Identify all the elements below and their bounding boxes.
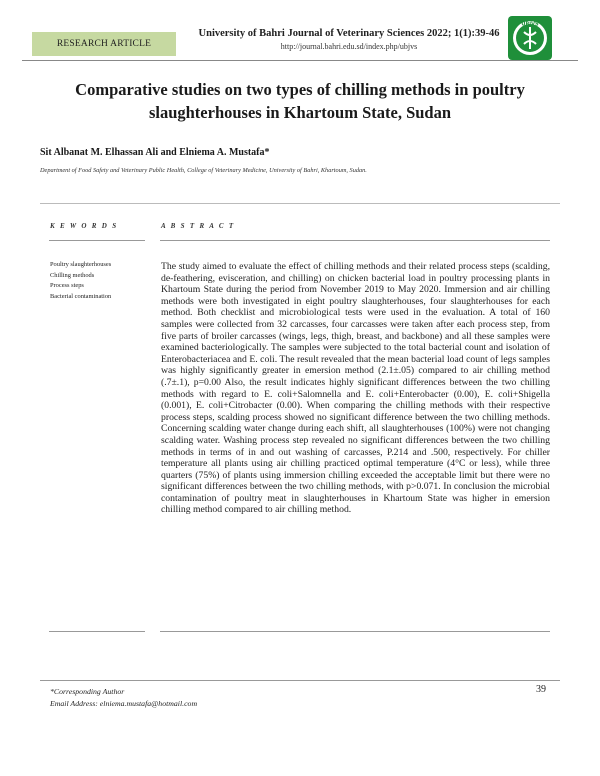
- keyword-item: Poultry slaughterhouses: [50, 261, 112, 268]
- paper-title: Comparative studies on two types of chilling methods in poultry slaughterhouses in Khartoum State, Sudan: [75, 80, 525, 122]
- journal-info: [164, 28, 534, 51]
- keyword-item: Process steps: [50, 282, 84, 290]
- abstract-divider: [160, 240, 550, 241]
- page-header: [22, 14, 578, 64]
- journal-url[interactable]: http://journal.bahri.edu.sd/index.php/ubjvs: [280, 42, 418, 51]
- page-number: 39: [536, 684, 546, 695]
- section-divider: [40, 203, 560, 204]
- journal-title: University of Bahri Journal of Veterinary Sciences 2022; 1(1):39-46: [198, 28, 500, 39]
- keywords-bottom-divider: [49, 631, 145, 632]
- footnote: [50, 686, 197, 710]
- abstract-bottom-divider: [160, 631, 550, 632]
- article-type-badge: RESEARCH ARTICLE: [32, 32, 176, 56]
- corresponding-author: *Corresponding Author: [50, 687, 125, 696]
- abstract-heading: A B S T R A C T: [161, 222, 236, 230]
- keyword-item: Bacterial contamination: [50, 292, 112, 300]
- header-divider: [22, 60, 578, 61]
- keywords-divider: [49, 240, 145, 241]
- keyword-item: Chilling methods: [50, 271, 95, 279]
- keywords-heading: K E W O R D S: [50, 222, 118, 230]
- logo-text: UBJVS: [521, 21, 539, 28]
- authors: Sit Albanat M. Elhassan Ali and Elniema A. Mustafa*: [40, 147, 270, 158]
- journal-logo-icon: [508, 16, 552, 60]
- abstract-body: [161, 261, 550, 516]
- footnote-divider: [40, 680, 560, 681]
- keywords-list: [50, 260, 111, 302]
- email-address: Email Address: elniema.mustafa@hotmail.com: [50, 699, 198, 708]
- abstract-text: The study aimed to evaluate the effect of chilling methods and their related process steps (scalding, de-feathering, evisceration, and chilling) on chicken bacterial load in poultry processing plants in Khartoum State during the period from November 2019 to May 2020. Immersion and air chilling methods were both investigated in eight poultry slaughterhouses, four slaughterhouses for each method. Both checklist and microbiological tests were used in the evaluation. A total of 160 samples were collected from 32 carcasses, four carcasses were taken after each process step, from five parts of broiler carcasses (wings, legs, thigh, breast, and backbone) and all these samples were examined bacteriologically. The samples were subjected to the total bacterial count and isolation of Enterobacteriacea and E. coli. The result revealed that the mean bacterial load count of legs samples was highly significantly greater in emersion method (2.1±.05) compared to air chilling method (.7±.1), p=0.00 Also, the result indicates highly significant differences between the two chilling methods with regard to E. coli+Salomnella and E. coli+Enterobacter (0.00), E. coli+Shigella (0.001), E. coli+Citrobacter (0.00). When comparing the chilling methods with their respective process steps, scalding process showed no significant difference between the two chilling methods. Concerning scalding water change during each shift, all slaughterhouses (100%) were not changing scalding water. Washing process step revealed no significant differences between the two chilling methods in terms of in and out washing of carcasses, P.214 and .500, respectively. For chiller temperature all plants using air chilling practiced optimal temperature (4°C or less), while three quarters (75%) of plants using immersion chilling exceeded the acceptable limit but there were no significant differences between the two chilling methods, with p>0.071. In conclusion the microbial contamination of poultry meat in slaughterhouses in Khartoum State was higher in emersion chilling method compared to air chilling method.: [161, 261, 550, 516]
- affiliation: Department of Food Safety and Veterinary Public Health, College of Veterinary Medicine, University of Bahri, Khartoum, Sudan.: [40, 167, 367, 174]
